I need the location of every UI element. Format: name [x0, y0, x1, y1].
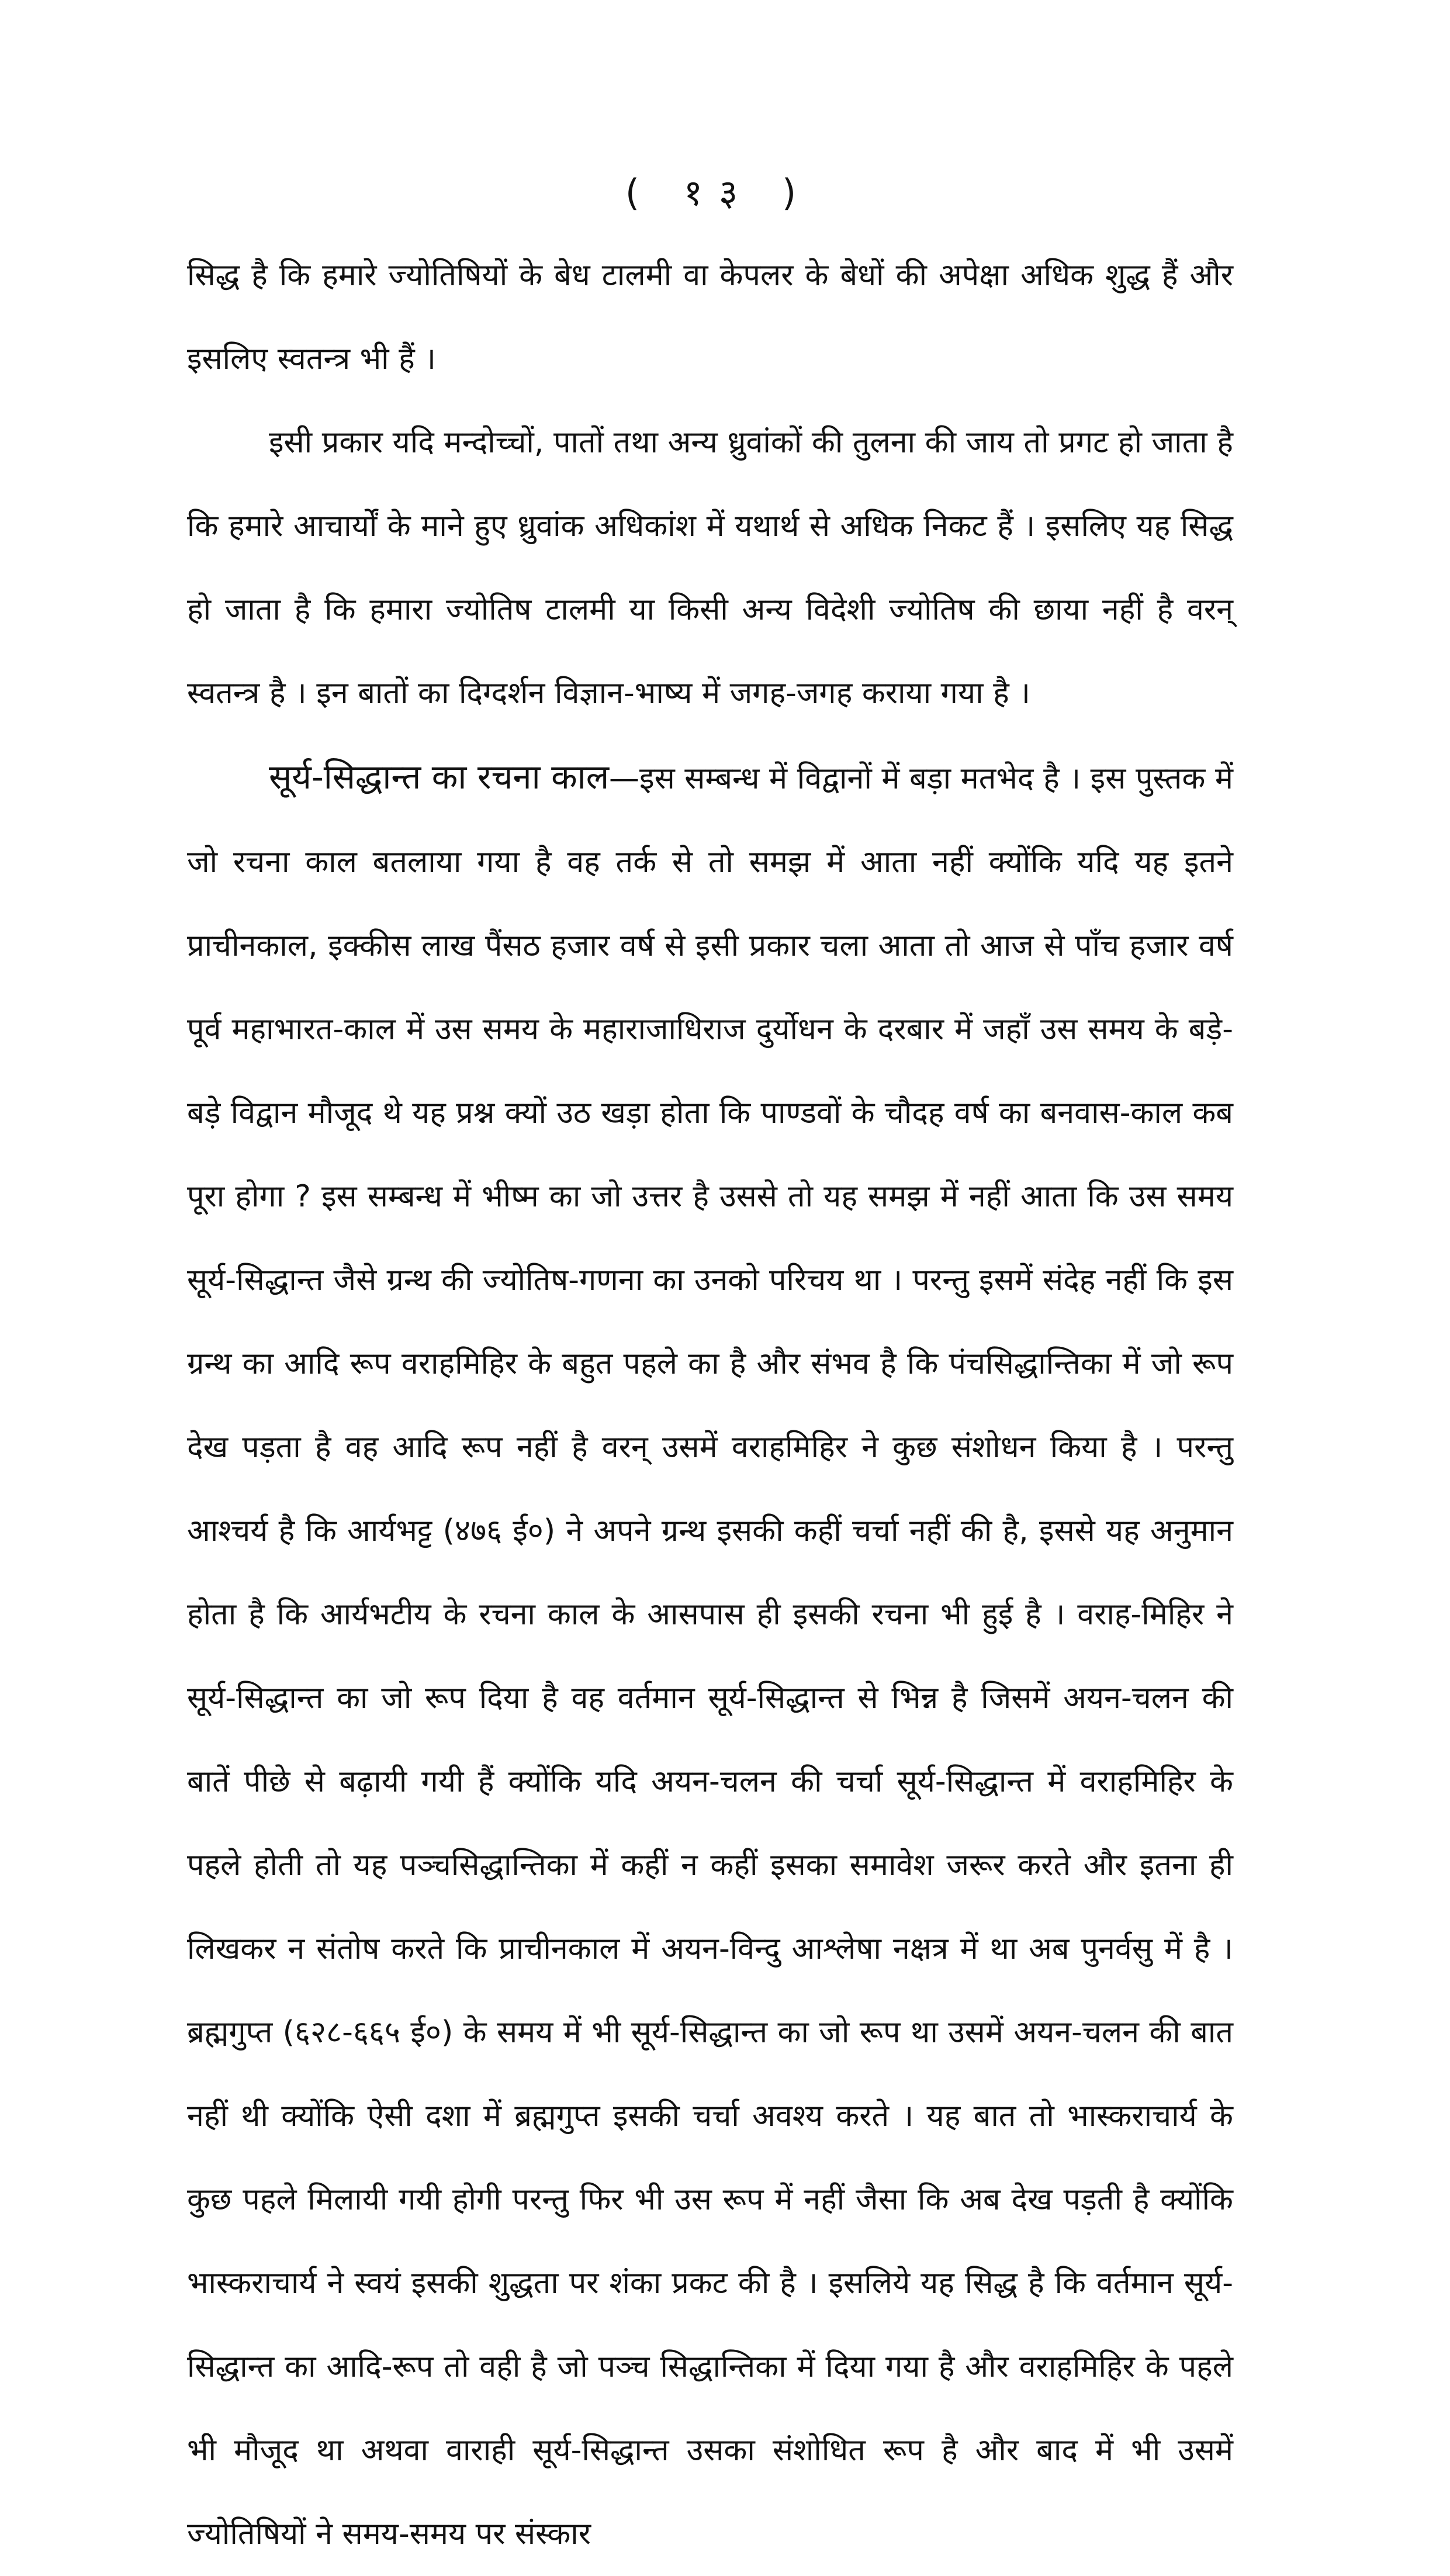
section-heading: सूर्य-सिद्धान्त का रचना काल	[269, 757, 610, 797]
paragraph-3	[187, 735, 1233, 2576]
page	[187, 164, 1233, 2576]
page-number: ( १३ )	[625, 171, 813, 214]
paragraph-1: सिद्ध है कि हमारे ज्योतिषियों के बेध टालमी वा केपलर के बेधों की अपेक्षा अधिक शुद्ध हैं और इसलिए स्वतन्त्र भी हैं ।	[187, 258, 1233, 376]
paragraph-3-body: —इस सम्बन्ध में विद्वानों में बड़ा मतभेद है । इस पुस्तक में जो रचना काल बतलाया गया है वह तर्क से तो समझ में आता नहीं क्योंकि यदि यह इतने प्राचीनकाल, इक्कीस लाख पैंसठ हजार वर्ष से इसी प्रकार चला आता तो आज से पाँच हजार वर्ष पूर्व महाभारत-काल में उस समय के महाराजाधिराज दुर्योधन के दरबार में जहाँ उस समय के बड़े-बड़े विद्वान मौजूद थे यह प्रश्न क्यों उठ खड़ा होता कि पाण्डवों के चौदह वर्ष का बनवास-काल कब पूरा होगा ? इस सम्बन्ध में भीष्म का जो उत्तर है उससे तो यह समझ में नहीं आता कि उस समय सूर्य-सिद्धान्त जैसे ग्रन्थ की ज्योतिष-गणना का उनको परिचय था । परन्तु इसमें संदेह नहीं कि इस ग्रन्थ का आदि रूप वराहमिहिर के बहुत पहले का है और संभव है कि पंचसिद्धान्तिका में जो रूप देख पड़ता है वह आदि रूप नहीं है वरन् उसमें वराहमिहिर ने कुछ संशोधन किया है । परन्तु आश्चर्य है कि आर्यभट्ट (४७६ ई०) ने अपने ग्रन्थ इसकी कहीं चर्चा नहीं की है, इससे यह अनुमान होता है कि आर्यभटीय के रचना काल के आसपास ही इसकी रचना भी हुई है । वराह-मिहिर ने सूर्य-सिद्धान्त का जो रूप दिया है वह वर्तमान सूर्य-सिद्धान्त से भिन्न है जिसमें अयन-चलन की बातें पीछे से बढ़ायी गयी हैं क्योंकि यदि अयन-चलन की चर्चा सूर्य-सिद्धान्त में वराहमिहिर के पहले होती तो यह पञ्चसिद्धान्तिका में कहीं न कहीं इसका समावेश जरूर करते और इतना ही लिखकर न संतोष करते कि प्राचीनकाल में अयन-विन्दु आश्लेषा नक्षत्र में था अब पुनर्वसु में है । ब्रह्मगुप्त (६२८-६६५ ई०) के समय में भी सूर्य-सिद्धान्त का जो रूप था उसमें अयन-चलन की बात नहीं थी क्योंकि ऐसी दशा में ब्रह्मगुप्त इसकी चर्चा अवश्य करते । यह बात तो भास्कराचार्य के कुछ पहले मिलायी गयी होगी परन्तु फिर भी उस रूप में नहीं जैसा कि अब देख पड़ती है क्योंकि भास्कराचार्य ने स्वयं इसकी शुद्धता पर शंका प्रकट की है । इसलिये यह सिद्ध है कि वर्तमान सूर्य-सिद्धान्त का आदि-रूप तो वही है जो पञ्च सिद्धान्तिका में दिया गया है और वराहमिहिर के पहले भी मौजूद था अथवा वाराही सूर्य-सिद्धान्त उसका संशोधित रूप है और बाद में भी उसमें ज्योतिषियों ने समय-समय पर संस्कार	[187, 761, 1233, 2551]
paragraph-2: इसी प्रकार यदि मन्दोच्चों, पातों तथा अन्य ध्रुवांकों की तुलना की जाय तो प्रगट हो जाता है कि हमारे आचार्यों के माने हुए ध्रुवांक अधिकांश में यथार्थ से अधिक निकट हैं । इसलिए यह सिद्ध हो जाता है कि हमारा ज्योतिष टालमी या किसी अन्य विदेशी ज्योतिष की छाया नहीं है वरन् स्वतन्त्र है । इन बातों का दिग्दर्शन विज्ञान-भाष्य में जगह-जगह कराया गया है ।	[187, 425, 1233, 711]
